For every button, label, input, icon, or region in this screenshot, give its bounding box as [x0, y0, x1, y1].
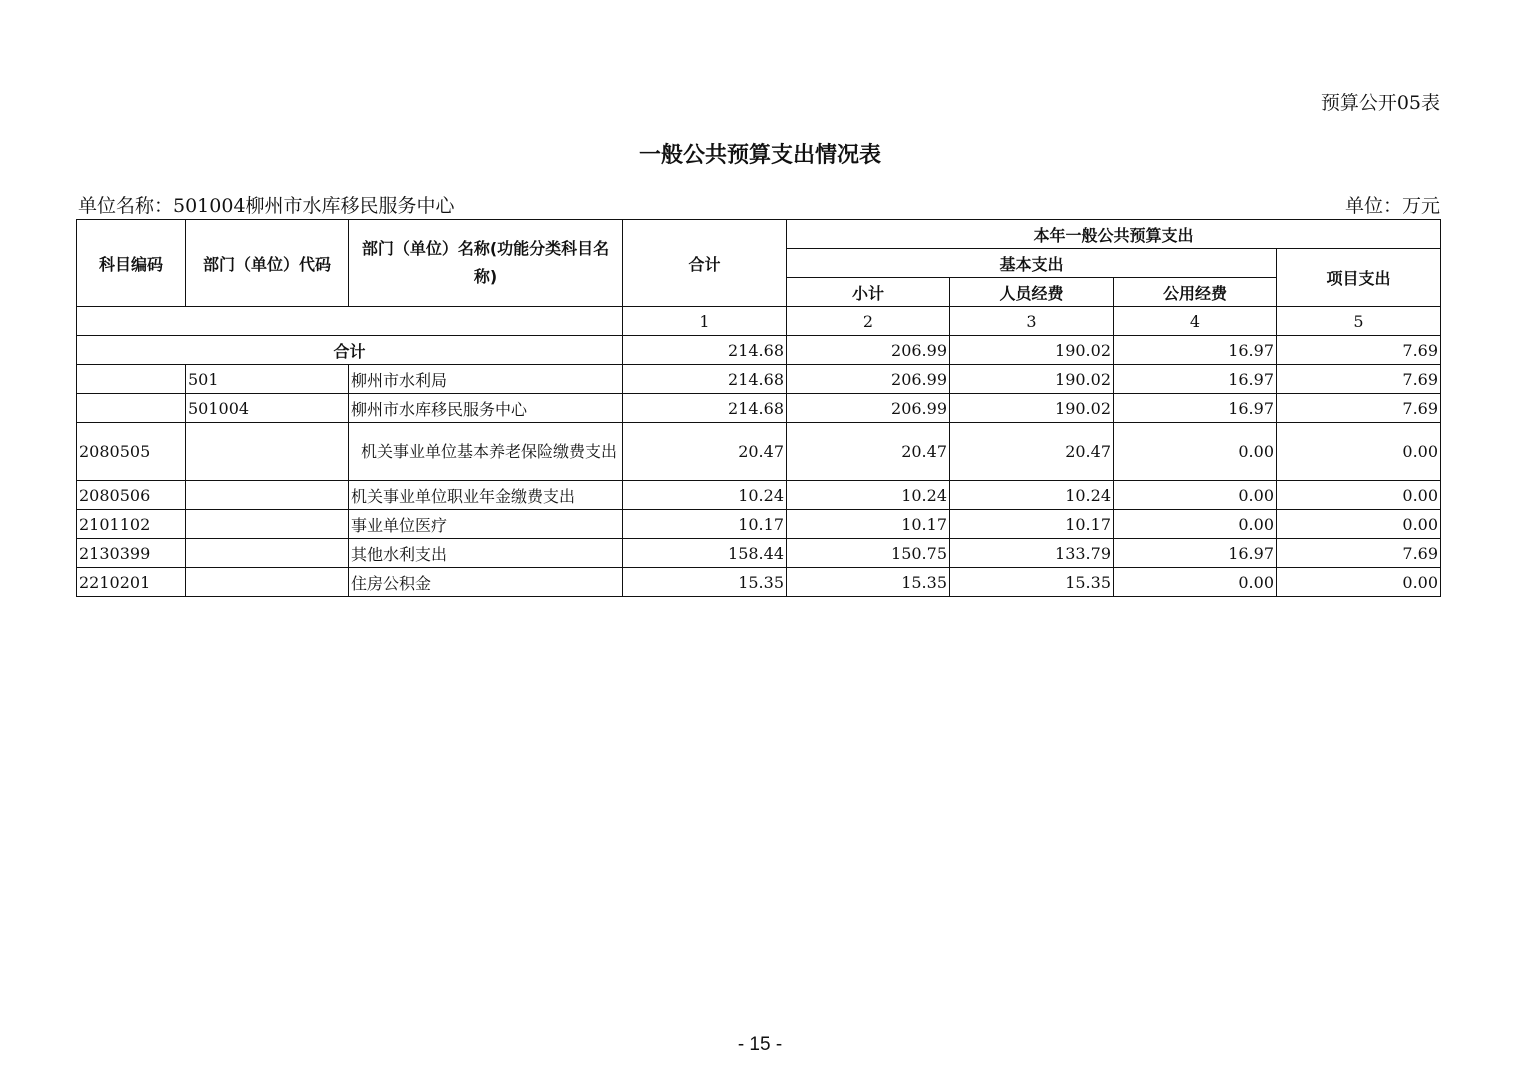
value-cell: 10.24	[950, 481, 1114, 510]
value-cell: 206.99	[787, 365, 950, 394]
value-cell: 0.00	[1114, 510, 1277, 539]
dept-name-cell: 事业单位医疗	[349, 510, 623, 539]
value-cell: 16.97	[1114, 394, 1277, 423]
value-cell: 214.68	[623, 365, 787, 394]
dept-name-cell: 柳州市水利局	[349, 365, 623, 394]
page-title: 一般公共预算支出情况表	[638, 143, 881, 168]
subject-code-cell	[77, 365, 186, 394]
currency-unit-label: 单位：万元	[1344, 195, 1440, 217]
value-cell: 15.35	[623, 568, 787, 597]
form-number: 预算公开05表	[1320, 92, 1440, 114]
value-cell: 16.97	[1114, 539, 1277, 568]
value-cell: 20.47	[623, 423, 787, 481]
total-value: 7.69	[1277, 336, 1441, 365]
table-row	[77, 481, 1441, 510]
dept-code-cell	[186, 539, 349, 568]
value-cell: 0.00	[1277, 481, 1441, 510]
value-cell: 0.00	[1277, 568, 1441, 597]
table-row	[77, 510, 1441, 539]
dept-code-cell	[186, 481, 349, 510]
value-cell: 15.35	[787, 568, 950, 597]
value-cell: 150.75	[787, 539, 950, 568]
value-cell: 7.69	[1277, 394, 1441, 423]
column-number: 4	[1114, 307, 1277, 336]
table-row	[77, 423, 1441, 481]
total-value: 214.68	[623, 336, 787, 365]
value-cell: 20.47	[787, 423, 950, 481]
dept-code-cell: 501004	[186, 394, 349, 423]
dept-name-cell: 机关事业单位职业年金缴费支出	[349, 481, 623, 510]
value-cell: 0.00	[1277, 423, 1441, 481]
subject-code-cell	[77, 394, 186, 423]
header-project: 项目支出	[1277, 249, 1441, 307]
column-number-blank	[77, 307, 623, 336]
header-dept-code: 部门（单位）代码	[186, 220, 349, 307]
total-row-label: 合计	[77, 336, 623, 365]
value-cell: 10.24	[623, 481, 787, 510]
value-cell: 15.35	[950, 568, 1114, 597]
value-cell: 20.47	[950, 423, 1114, 481]
value-cell: 10.17	[950, 510, 1114, 539]
column-number: 2	[787, 307, 950, 336]
header-subject-code: 科目编码	[77, 220, 186, 307]
subject-code-cell: 2210201	[77, 568, 186, 597]
table-row	[77, 539, 1441, 568]
dept-code-cell	[186, 510, 349, 539]
total-row	[77, 336, 1441, 365]
value-cell: 7.69	[1277, 365, 1441, 394]
dept-name-cell: 其他水利支出	[349, 539, 623, 568]
total-value: 206.99	[787, 336, 950, 365]
dept-code-cell	[186, 423, 349, 481]
value-cell: 16.97	[1114, 365, 1277, 394]
subject-code-cell: 2080506	[77, 481, 186, 510]
header-personnel: 人员经费	[950, 278, 1114, 307]
value-cell: 214.68	[623, 394, 787, 423]
value-cell: 206.99	[787, 394, 950, 423]
value-cell: 7.69	[1277, 539, 1441, 568]
header-public: 公用经费	[1114, 278, 1277, 307]
value-cell: 158.44	[623, 539, 787, 568]
page-number: - 15 -	[737, 1034, 783, 1055]
unit-name-label: 单位名称：501004柳州市水库移民服务中心	[78, 195, 455, 217]
dept-name-cell: 住房公积金	[349, 568, 623, 597]
column-number-row	[77, 307, 1441, 336]
value-cell: 190.02	[950, 365, 1114, 394]
header-row-1	[77, 220, 1441, 249]
column-number: 5	[1277, 307, 1441, 336]
total-value: 16.97	[1114, 336, 1277, 365]
value-cell: 133.79	[950, 539, 1114, 568]
budget-table	[76, 219, 1441, 597]
dept-name-cell: 柳州市水库移民服务中心	[349, 394, 623, 423]
header-subtotal: 小计	[787, 278, 950, 307]
value-cell: 10.17	[623, 510, 787, 539]
value-cell: 190.02	[950, 394, 1114, 423]
value-cell: 0.00	[1114, 481, 1277, 510]
table-row	[77, 568, 1441, 597]
column-number: 3	[950, 307, 1114, 336]
total-value: 190.02	[950, 336, 1114, 365]
dept-name-cell: 机关事业单位基本养老保险缴费支出	[349, 423, 623, 481]
value-cell: 0.00	[1114, 423, 1277, 481]
dept-code-cell: 501	[186, 365, 349, 394]
header-dept-name: 部门（单位）名称(功能分类科目名称)	[349, 220, 623, 307]
header-current-year: 本年一般公共预算支出	[787, 220, 1441, 249]
table-row	[77, 365, 1441, 394]
value-cell: 10.17	[787, 510, 950, 539]
value-cell: 10.24	[787, 481, 950, 510]
header-basic: 基本支出	[787, 249, 1277, 278]
dept-code-cell	[186, 568, 349, 597]
subject-code-cell: 2080505	[77, 423, 186, 481]
column-number: 1	[623, 307, 787, 336]
value-cell: 0.00	[1114, 568, 1277, 597]
table-row	[77, 394, 1441, 423]
subject-code-cell: 2130399	[77, 539, 186, 568]
subject-code-cell: 2101102	[77, 510, 186, 539]
header-total: 合计	[623, 220, 787, 307]
value-cell: 0.00	[1277, 510, 1441, 539]
